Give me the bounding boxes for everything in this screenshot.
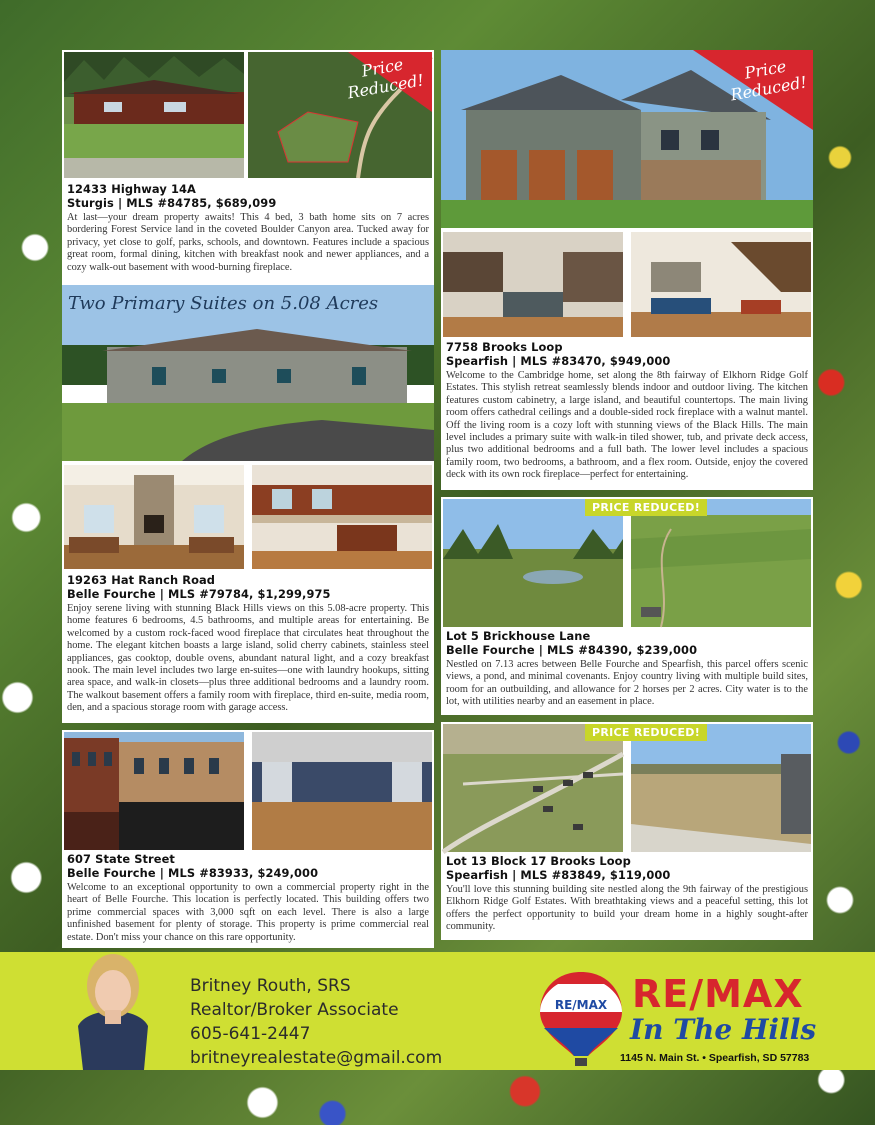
agent-role: Realtor/Broker Associate — [190, 1000, 399, 1020]
listing-address: Lot 13 Block 17 Brooks Loop — [446, 854, 631, 868]
listing-address: 607 State Street — [67, 852, 175, 866]
living-room-photo — [64, 465, 244, 569]
listing-card-lot-13-brooks — [441, 722, 813, 940]
listing-address: Lot 5 Brickhouse Lane — [446, 629, 591, 643]
listing-card-7758-brooks — [441, 50, 813, 490]
agent-name: Britney Routh, SRS — [190, 976, 351, 996]
listing-mls-price: Belle Fourche | MLS #83933, $249,000 — [67, 866, 319, 880]
listing-description: You'll love this stunning building site nestled along the 9th fairway of the prestigious Elkhorn Ridge Golf Estates. With breathtaking views and a peaceful setting, this lot offers the perfect opportunity to build your dream home in a highly sought-after community. — [446, 884, 808, 933]
listing-description: Enjoy serene living with stunning Black Hills views on this 5.08-acre property. This home features 6 bedrooms, 4.5 bathrooms, and multiple areas for entertaining. Be welcomed by a custom rock-faced wood fireplace that circulates heat throughout the home. The elegant kitchen boasts a large island, solid cherry cabinets, stainless steel appliances, gas cooktop, double ovens, abundant natural light, and a cozy breakfast nook. The main level includes two large en-suites—one with laundry hookups, sitting area space, and walk-in closets—plus three additional bedrooms and a laundry room. The walkout basement offers a family room with fireplace, third en-suite, media room, den, and a spacious storage room with garage access. — [67, 603, 429, 714]
agent-email[interactable]: britneyrealestate@gmail.com — [190, 1048, 443, 1068]
land-aerial-photo — [248, 52, 432, 178]
price-reduced-banner: PRICE REDUCED! — [585, 724, 707, 741]
kitchen-island-photo — [443, 232, 623, 337]
listing-card-hat-ranch — [62, 285, 434, 723]
remax-logo-sub: In The Hills — [630, 1013, 817, 1046]
listing-mls-price: Sturgis | MLS #84785, $689,099 — [67, 196, 277, 210]
price-reduced-banner: PRICE REDUCED! — [585, 499, 707, 516]
kitchen-photo — [252, 465, 432, 569]
fairway-lot-photo — [592, 724, 811, 852]
office-address: 1145 N. Main St. • Spearfish, SD 57783 — [620, 1052, 810, 1064]
subdivision-aerial-photo — [443, 724, 623, 852]
agent-portrait — [58, 946, 168, 1070]
listing-card-brickhouse-lane — [441, 497, 813, 715]
ranch-house-photo — [62, 285, 434, 461]
price-reduced-ribbon: Price Reduced! — [728, 56, 809, 105]
commercial-interior-photo — [252, 732, 432, 850]
listing-address: 19263 Hat Ranch Road — [67, 573, 216, 587]
remax-logo-main: RE/MAX — [632, 972, 804, 1016]
listing-mls-price: Belle Fourche | MLS #84390, $239,000 — [446, 643, 698, 657]
agent-footer — [0, 952, 875, 1070]
listing-description: Nestled on 7.13 acres between Belle Fourche and Spearfish, this parcel offers scenic views, a pond, and minimal covenants. Enjoy country living with multiple build sites, room for an outbuilding, and allowance for 2 horses per 2 acres. City water is to the lot, with utilities nearby and an easement in place. — [446, 659, 808, 708]
listing-mls-price: Belle Fourche | MLS #79784, $1,299,975 — [67, 587, 331, 601]
listing-description: At last—your dream property awaits! This 4 bed, 3 bath home sits on 7 acres bordering Forest Service land in the coveted Boulder Canyon area. Tucked away for privacy, yet close to golf, parks, schools, and downtown. Features include a spacious great room, formal dining, kitchen with breakfast nook and newer appliances, and a cozy walk-out basement with wood-burning fireplace. — [67, 212, 429, 273]
house-exterior-photo — [64, 52, 244, 178]
listing-address: 12433 Highway 14A — [67, 182, 196, 196]
listing-card-highway-14a — [62, 50, 434, 285]
price-reduced-ribbon: Price Reduced! — [345, 54, 426, 103]
listing-description: Welcome to an exceptional opportunity to own a commercial property right in the heart of Belle Fourche. This location is perfectly located. This building offers two prime commercial spaces with 3,000 sqft on each level. There is also a large unfinished basement for plenty of storage. This property is prime commercial real estate. Don't miss your chance on this rare opportunity. — [67, 882, 429, 943]
agent-phone[interactable]: 605-641-2447 — [190, 1024, 311, 1044]
listing-address: 7758 Brooks Loop — [446, 340, 563, 354]
balloon-logo-text: RE/MAX — [554, 998, 608, 1012]
pond-land-photo — [443, 499, 623, 627]
commercial-building-photo — [64, 732, 244, 850]
remax-balloon-icon — [538, 970, 624, 1070]
two-suites-heading: Two Primary Suites on 5.08 Acres — [68, 293, 379, 314]
meadow-aerial-photo — [592, 499, 811, 627]
great-room-photo — [631, 232, 811, 337]
cambridge-home-photo — [441, 50, 813, 228]
listing-mls-price: Spearfish | MLS #83849, $119,000 — [446, 868, 671, 882]
listing-card-state-street — [62, 730, 434, 948]
listing-description: Welcome to the Cambridge home, set along the 8th fairway of Elkhorn Ridge Golf Estates. This stylish retreat seamlessly blends indoor and outdoor living. The kitchen features custom cabinetry, a large island, and beautiful countertops. The main living room offers cathedral ceilings and a double-sided rock fireplace with a walnut mantel. Off the living room is a cozy loft with stunning views of the Black Hills. The main level includes a primary suite with walk-in tiled shower, tub, and private deck access, plus two additional bedrooms and a full bath. The lower level includes a spacious family room, two bedrooms, a bathroom, and a flex room. Outside, enjoy the covered deck with its own rock fireplace—perfect for entertaining. — [446, 370, 808, 481]
listing-mls-price: Spearfish | MLS #83470, $949,000 — [446, 354, 671, 368]
